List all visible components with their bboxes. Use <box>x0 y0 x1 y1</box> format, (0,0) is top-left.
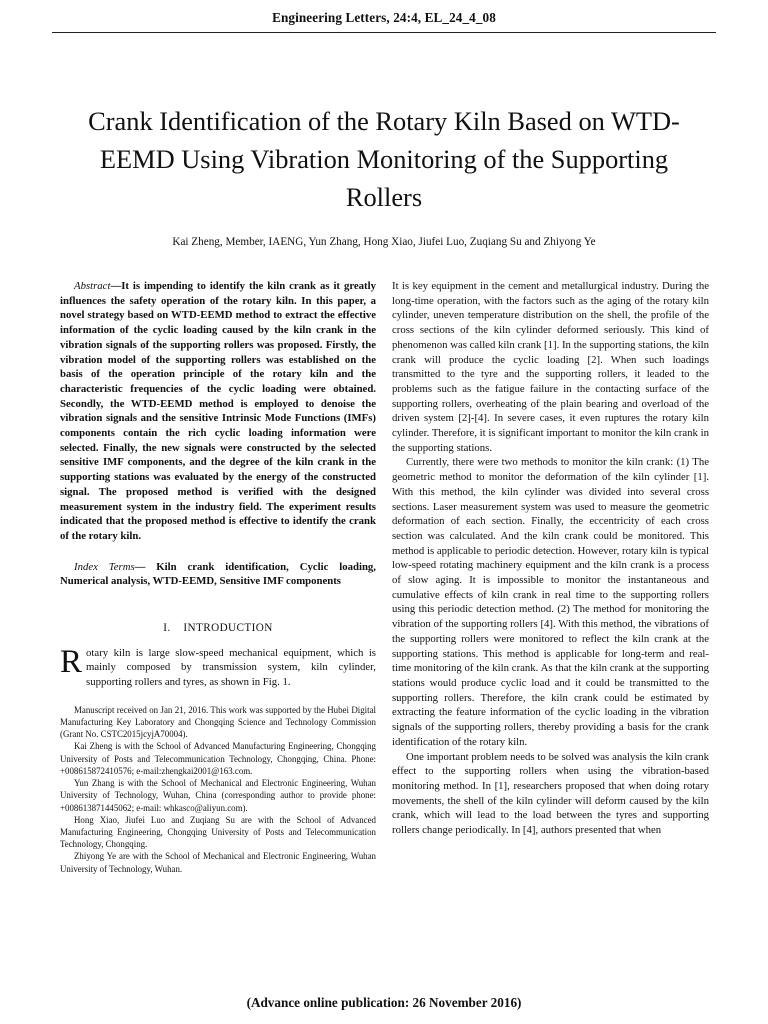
body-paragraph: Currently, there were two methods to monitor the kiln crank: (1) The geometric method to monitor the deformation of the kiln cylinder [1]. With this method, the kiln cylinder was divided into several cross sections. Laser measurement system was used to measure the geometric deformation of each section. Finally, the eccentricity of each cross section was calculated. And the kiln crank could be monitored. This method is applicable to periodic detection. However, rotary kiln is typical low-speed rotating machinery equipment and the kiln crank is a process of slow aging. It is impossible to monitor the instantaneous and cumulative effects of kiln crank in real time to the supporting rollers using this periodic detection method. (2) The method for monitoring the vibration of the supporting rollers [4]. With this method, the vibrations of the supporting rollers were monitored to reflect the kiln crank at the supporting stations. This method is applicable for long-term and real-time monitoring of the kiln crank. As that the kiln crank at the supporting stations would produce cyclic load and it could be transmitted to the supporting rollers. Therefore, the kiln crank could be estimated by extracting the feature information of the cyclic loading in the vibration signals of the supporting rollers, thereby providing a basis for the crank identification of the rotary kiln. <box>392 456 709 748</box>
journal-header: Engineering Letters, 24:4, EL_24_4_08 <box>272 10 496 25</box>
index-terms-lead: Index Terms <box>74 560 135 573</box>
drop-cap: R <box>60 643 83 680</box>
author-list: Kai Zheng, Member, IAENG, Yun Zhang, Hong Xiao, Jiufei Luo, Zuqiang Su and Zhiyong Ye <box>172 236 596 248</box>
section-title: INTRODUCTION <box>183 622 273 635</box>
left-column <box>60 279 376 875</box>
index-terms-text: — Kiln crank identification, Cyclic loading, Numerical analysis, WTD-EEMD, Sensitive IMF components <box>60 560 376 588</box>
section-number: I. <box>163 622 171 635</box>
section-heading <box>60 621 376 636</box>
footnote-author-2: Yun Zhang is with the School of Mechanical and Electronic Engineering, Wuhan University of Technology, Wuhan, China (corresponding author to provide phone: +008613871445062; e-mail: whkasco@aliyun.com). <box>60 778 376 813</box>
abstract-text: —It is impending to identify the kiln crank as it greatly influences the safety operation of the rotary kiln. In this paper, a novel strategy based on WTD-EEMD method to extract the effective information of the cyclic loading caused by the kiln crank in the vibration signals of the supporting rollers was proposed. Firstly, the vibration model of the supporting rollers was established on the basis of the operation principle of the rotary kiln and the characteristic frequencies of the cyclic loading were obtained. Secondly, the WTD-EEMD method is employed to denoise the vibration signals and the sensitive Intrinsic Mode Functions (IMFs) components contain the rich cyclic loading information were selected. Finally, the new signals were constructed by the selected sensitive IMF components, and the degree of the kiln crank in the supporting stations was evaluated by the energy of the constructed signal. The proposed method is verified with the designed measurement system in the industry field. The experiment results indicated that the proposed method is effective to identify the crank of the rotary kiln. <box>60 280 376 542</box>
index-terms <box>60 560 376 589</box>
header-rule <box>52 32 716 33</box>
paper-title: Crank Identification of the Rotary Kiln Based on WTD-EEMD Using Vibration Monitoring of the Supporting Rollers <box>88 105 680 212</box>
footnote-author-1: Kai Zheng is with the School of Advanced Manufacturing Engineering, Chongqing University of Posts and Telecommunication Technology, Chongqing, China. Phone: +008615872410576; e-mail:zhengkai2001@163.com. <box>60 741 376 776</box>
abstract <box>60 279 376 544</box>
abstract-lead: Abstract <box>74 280 111 292</box>
footnote-manuscript: Manuscript received on Jan 21, 2016. This work was supported by the Hubei Digital Manufacturing Key Laboratory and Chongqing Science and Technology Commission (Grant No. CSTC2015jcyjA70004). <box>60 704 376 740</box>
body-paragraph: It is key equipment in the cement and metallurgical industry. During the long-time operation, with the factors such as the aging of the rotary kiln cylinder, uneven temperature distribution on the shell, the profile of the cross sections of the kiln cylinder deformed seriously. This kind of phenomenon was called kiln crank [1]. In the supporting stations, the kiln crank will produce the cyclic loading [2]. When such loadings transmitted to the tyre and the supporting rollers, it leaded to the problems such as the fatigue failure in the contacting surface of the supporting rollers, overheating of the plain bearing and overload of the driven system [2]-[4]. In severe cases, it even ruptures the rotary kiln cylinder. Therefore, it is significant important to monitor the kiln crank in the supporting stations. <box>392 280 709 454</box>
publication-footer: (Advance online publication: 26 November 2016) <box>246 995 522 1010</box>
footnote-author-4: Zhiyong Ye are with the School of Mechanical and Electronic Engineering, Wuhan University of Technology, Wuhan. <box>60 851 376 874</box>
body-paragraph: One important problem needs to be solved was analysis the kiln crank effect to the supporting rollers when using the vibration-based monitoring method. In [1], researchers proposed that when doing rotary movements, the shell of the kiln cylinder will deform caused by the kiln crank, which will lead to the load between the tyres and supporting rollers change periodically. In [4], authors presented that when <box>392 750 709 837</box>
right-column <box>392 279 709 838</box>
intro-paragraph <box>60 643 376 690</box>
footnote-author-3: Hong Xiao, Jiufei Luo and Zuqiang Su are with the School of Advanced Manufacturing Engineering, Chongqing University of Posts and Telecommunication Technology, Chongqing. <box>60 814 376 850</box>
intro-text: otary kiln is large slow-speed mechanical equipment, which is mainly composed by transmission system, kiln cylinder, supporting rollers and tyres, as shown in Fig. 1. <box>86 646 376 689</box>
